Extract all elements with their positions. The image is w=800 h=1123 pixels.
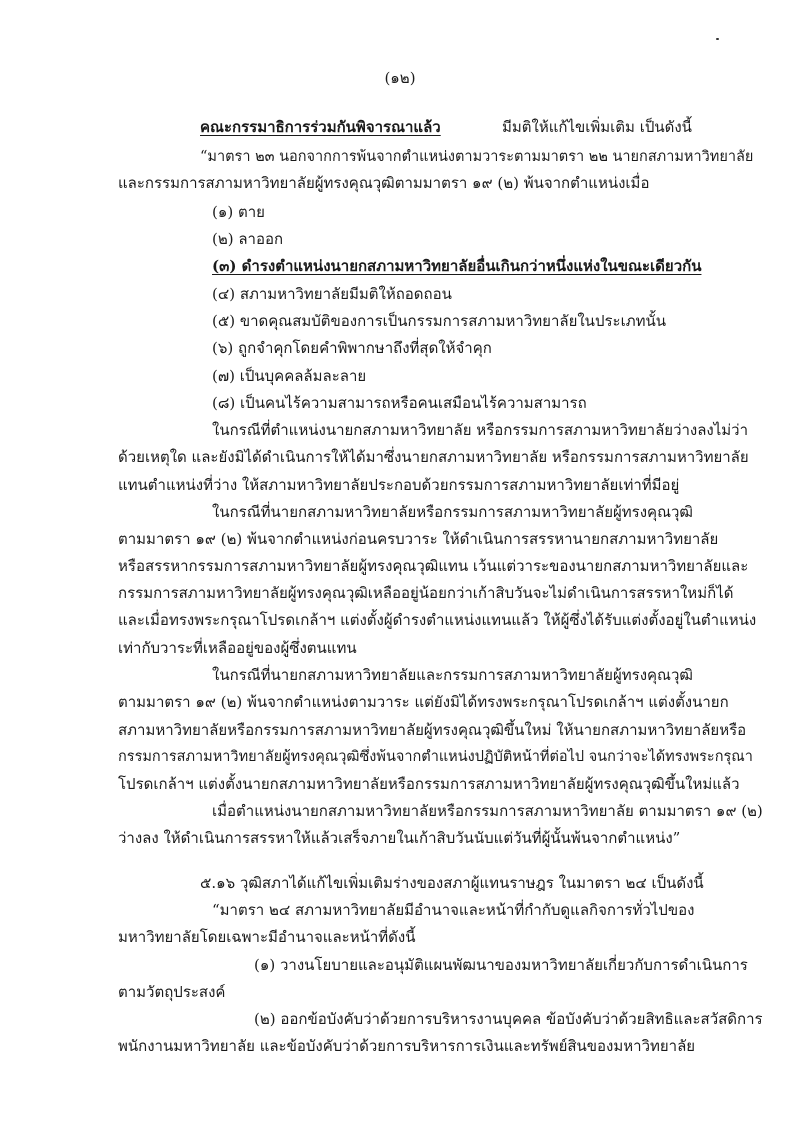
text-line: “มาตรา ๒๔ สภามหาวิทยาลัยมีอำนาจและหน้าที่กำกับดูแลกิจการทั่วไปของ bbox=[212, 901, 695, 919]
text-line: หรือสรรหากรรมการสภามหาวิทยาลัยผู้ทรงคุณวุฒิแทน เว้นแต่วาระของนายกสภามหาวิทยาลัยและ bbox=[118, 557, 749, 575]
text-line: และเมื่อทรงพระกรุณาโปรดเกล้าฯ แต่งตั้งผู้ดำรงตำแหน่งแทนแล้ว ให้ผู้ซึ่งได้รับแต่งตั้งอยู่ในตำแหน่ง bbox=[118, 611, 757, 629]
text-line: เท่ากับวาระที่เหลืออยู่ของผู้ซึ่งตนแทน bbox=[118, 639, 357, 657]
text-line: ในกรณีที่นายกสภามหาวิทยาลัยและกรรมการสภามหาวิทยาลัยผู้ทรงคุณวุฒิ bbox=[212, 666, 693, 684]
committee-heading: คณะกรรมาธิการร่วมกันพิจารณาแล้ว bbox=[200, 118, 441, 136]
text-line: เมื่อตำแหน่งนายกสภามหาวิทยาลัยหรือกรรมการสภามหาวิทยาลัย ตามมาตรา ๑๙ (๒) bbox=[212, 802, 763, 820]
text-line: แทนตำแหน่งที่ว่าง ให้สภามหาวิทยาลัยประกอบด้วยกรรมการสภามหาวิทยาลัยเท่าที่มีอยู่ bbox=[118, 476, 680, 494]
text-line: กรรมการสภามหาวิทยาลัยผู้ทรงคุณวุฒิเหลืออยู่น้อยกว่าเก้าสิบวันจะไม่ดำเนินการสรรหาใหม่ก็ได้ bbox=[118, 584, 734, 602]
list-item: (๑) วางนโยบายและอนุมัติแผนพัฒนาของมหาวิทยาลัยเกี่ยวกับการดำเนินการ bbox=[254, 956, 748, 974]
text-line: ในกรณีที่นายกสภามหาวิทยาลัยหรือกรรมการสภามหาวิทยาลัยผู้ทรงคุณวุฒิ bbox=[212, 503, 693, 521]
list-item: (๒) ออกข้อบังคับว่าด้วยการบริหารงานบุคคล ข้อบังคับว่าด้วยสิทธิและสวัสดิการ bbox=[254, 1010, 763, 1028]
resolution-text: มีมติให้แก้ไขเพิ่มเติม เป็นดังนี้ bbox=[502, 118, 692, 136]
text-line: “มาตรา ๒๓ นอกจากการพ้นจากตำแหน่งตามวาระตามมาตรา ๒๒ นายกสภามหาวิทยาลัย bbox=[200, 149, 754, 165]
text-line: ตามมาตรา ๑๙ (๒) พ้นจากตำแหน่งตามวาระ แต่ยังมิได้ทรงพระกรุณาโปรดเกล้าฯ แต่งตั้งนายก bbox=[118, 693, 729, 711]
text-line: พนักงานมหาวิทยาลัย และข้อบังคับว่าด้วยการบริหารการเงินและทรัพย์สินของมหาวิทยาลัย bbox=[118, 1037, 696, 1055]
list-item: (๘) เป็นคนไร้ความสามารถหรือคนเสมือนไร้ความสามารถ bbox=[212, 394, 587, 412]
text-line: และกรรมการสภามหาวิทยาลัยผู้ทรงคุณวุฒิตามมาตรา ๑๙ (๒) พ้นจากตำแหน่งเมื่อ bbox=[118, 174, 650, 192]
section-heading: ๕.๑๖ วุฒิสภาได้แก้ไขเพิ่มเติมร่างของสภาผู้แทนราษฎร ในมาตรา ๒๔ เป็นดังนี้ bbox=[200, 874, 704, 892]
list-item-amended: (๓) ดำรงตำแหน่งนายกสภามหาวิทยาลัยอื่นเกินกว่าหนึ่งแห่งในขณะเดียวกัน bbox=[212, 257, 702, 275]
text-line: ด้วยเหตุใด และยังมิได้ดำเนินการให้ได้มาซึ่งนายกสภามหาวิทยาลัย หรือกรรมการสภามหาวิทยาลัย bbox=[118, 448, 749, 466]
page-number: (๑๒) bbox=[384, 69, 416, 87]
text-line: ตามวัตถุประสงค์ bbox=[118, 983, 226, 1001]
text-line: ในกรณีที่ตำแหน่งนายกสภามหาวิทยาลัย หรือกรรมการสภามหาวิทยาลัยว่างลงไม่ว่า bbox=[212, 421, 749, 439]
text-line: ว่างลง ให้ดำเนินการสรรหาให้แล้วเสร็จภายในเก้าสิบวันนับแต่วันที่ผู้นั้นพ้นจากตำแหน่ง” bbox=[118, 829, 681, 847]
scan-speck bbox=[716, 38, 719, 40]
text-line: กรรมการสภามหาวิทยาลัยผู้ทรงคุณวุฒิซึ่งพ้นจากตำแหน่งปฏิบัติหน้าที่ต่อไป จนกว่าจะได้ทรงพระกรุณา bbox=[118, 749, 753, 765]
text-line: สภามหาวิทยาลัยหรือกรรมการสภามหาวิทยาลัยผู้ทรงคุณวุฒิขึ้นใหม่ ให้นายกสภามหาวิทยาลัยหรือ bbox=[118, 721, 747, 739]
list-item: (๑) ตาย bbox=[212, 203, 265, 221]
list-item: (๗) เป็นบุคคลล้มละลาย bbox=[212, 367, 367, 385]
text-line: โปรดเกล้าฯ แต่งตั้งนายกสภามหาวิทยาลัยหรือกรรมการสภามหาวิทยาลัยผู้ทรงคุณวุฒิขึ้นใหม่แล้ว bbox=[118, 775, 740, 793]
list-item: (๔) สภามหาวิทยาลัยมีมติให้ถอดถอน bbox=[212, 285, 452, 303]
list-item: (๖) ถูกจำคุกโดยคำพิพากษาถึงที่สุดให้จำคุก bbox=[212, 339, 492, 357]
list-item: (๕) ขาดคุณสมบัติของการเป็นกรรมการสภามหาวิทยาลัยในประเภทนั้น bbox=[212, 312, 666, 330]
list-item: (๒) ลาออก bbox=[212, 230, 284, 248]
text-line: ตามมาตรา ๑๙ (๒) พ้นจากตำแหน่งก่อนครบวาระ ให้ดำเนินการสรรหานายกสภามหาวิทยาลัย bbox=[118, 530, 719, 548]
text-line: มหาวิทยาลัยโดยเฉพาะมีอำนาจและหน้าที่ดังนี้ bbox=[118, 928, 416, 946]
